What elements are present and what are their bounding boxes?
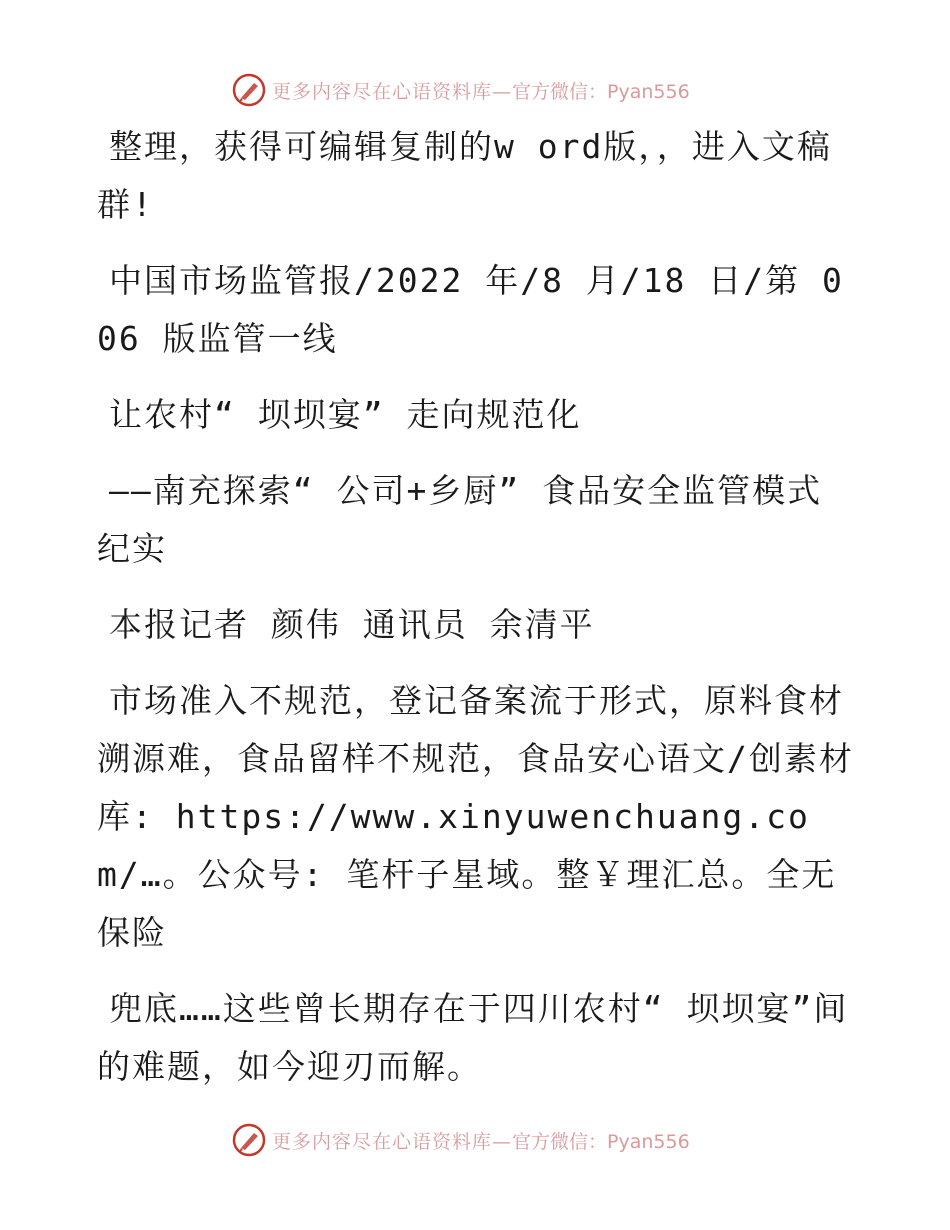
- article-subtitle: ——南充探索“ 公司+乡厨” 食品安全监管模式纪实: [97, 471, 823, 568]
- article-title: 让农村“ 坝坝宴” 走向规范化: [109, 395, 582, 434]
- paragraph-body-1: 市场准入不规范，登记备案流于形式，原料食材溯源难，食品留样不规范，食品安心语文/创素材库: https://www.xinyuwenchuang.com/…。公众号: 笔杆子星域。整￥理汇总。全无保险: [97, 681, 854, 952]
- watermark-text: 更多内容尽在心语资料库—: [272, 1130, 513, 1153]
- watermark-text: 更多内容尽在心语资料库—: [272, 80, 513, 103]
- paragraph-intro: 整理，获得可编辑复制的w ord版，，进入文稿群!: [97, 127, 832, 224]
- watermark-banner-bottom: [232, 1120, 712, 1160]
- watermark-banner-top: [232, 70, 712, 110]
- article-byline: 本报记者 颜伟 通讯员 余清平: [109, 605, 595, 644]
- paragraph-source: 中国市场监管报/2022 年/8 月/18 日/第 006 版监管一线: [97, 261, 844, 358]
- paragraph-body-2: 兜底……这些曾长期存在于四川农村“ 坝坝宴”间的难题，如今迎刃而解。: [97, 989, 849, 1086]
- pen-logo-icon: [232, 73, 266, 107]
- pen-logo-icon: [232, 1123, 266, 1157]
- watermark-wechat: 官方微信：Pyan556: [512, 1130, 690, 1153]
- watermark-wechat: 官方微信：Pyan556: [512, 80, 690, 103]
- document-body: [97, 118, 857, 1114]
